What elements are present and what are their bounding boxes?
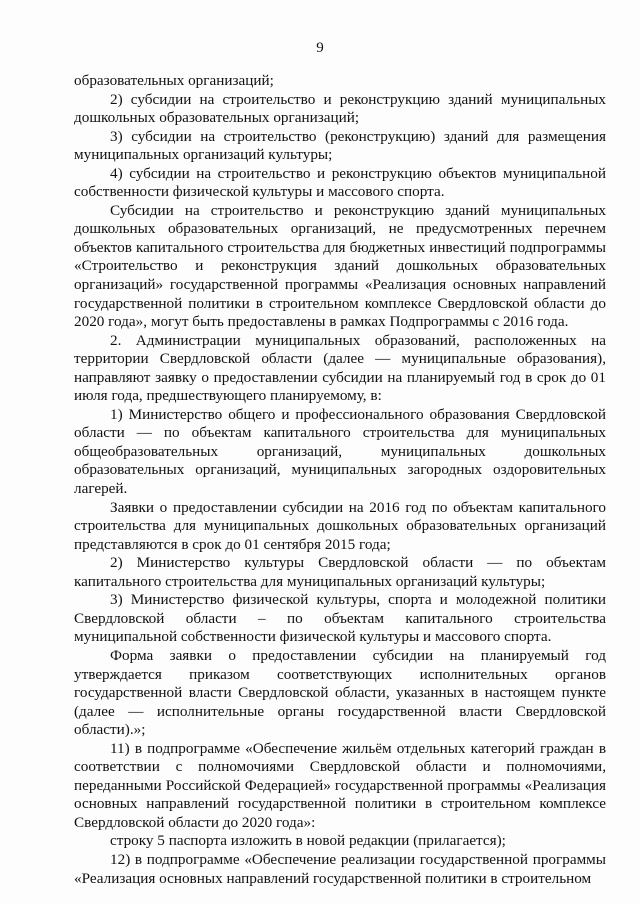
paragraph: 1) Министерство общего и профессионального образования Свердловской области — по объектам капитального строительства для муниципальных общеобразовательных организаций, муниципальных дошкольных образовательных организаций, муниципальных загородных оздоровительных лагерей. xyxy=(74,405,606,498)
paragraph: Форма заявки о предоставлении субсидии на планируемый год утверждается приказом соответствующих исполнительных органов государственной власти Свердловской области, указанных в настоящем пункте (далее — исполнительные органы государственной власти Свердловской области).»; xyxy=(74,646,606,739)
paragraph: 12) в подпрограмме «Обеспечение реализации государственной программы «Реализация основных направлений государственной политики в строительном xyxy=(74,850,606,887)
paragraph: 3) субсидии на строительство (реконструкцию) зданий для размещения муниципальных организаций культуры; xyxy=(74,127,606,164)
paragraph: 2. Администрации муниципальных образований, расположенных на территории Свердловской области (далее — муниципальные образования), направляют заявку о предоставлении субсидии на планируемый год в срок до 01 июля года, предшествующего планируемому, в: xyxy=(74,331,606,405)
document-body xyxy=(74,72,606,888)
paragraph: 4) субсидии на строительство и реконструкцию объектов муниципальной собственности физической культуры и массового спорта. xyxy=(74,164,606,201)
paragraph: 2) Министерство культуры Свердловской области — по объектам капитального строительства для муниципальных организаций культуры; xyxy=(74,554,606,590)
paragraph: 3) Министерство физической культуры, спорта и молодежной политики Свердловской области – по объектам капитального строительства муниципальной собственности физической культуры и массового спорта. xyxy=(74,591,606,646)
paragraph: Заявки о предоставлении субсидии на 2016 год по объектам капитального строительства для муниципальных дошкольных образовательных организаций представляются в срок до 01 сентября 2015 года; xyxy=(74,498,606,553)
page-number: 9 xyxy=(316,40,324,56)
paragraph: строку 5 паспорта изложить в новой редакции (прилагается); xyxy=(110,832,506,850)
paragraph: Субсидии на строительство и реконструкцию зданий муниципальных дошкольных образовательных организаций, не предусмотренных перечнем объектов капитального строительства для бюджетных инвестиций подпрограммы «Строительство и реконструкция зданий дошкольных образовательных организаций» государственной программы «Реализация основных направлений государственной политики в строительном комплексе Свердловской области до 2020 года», могут быть предоставлены в рамках Подпрограммы с 2016 года. xyxy=(74,201,606,331)
paragraph: образовательных организаций; xyxy=(74,72,274,89)
paragraph: 2) субсидии на строительство и реконструкцию зданий муниципальных дошкольных образовательных организаций; xyxy=(74,90,606,127)
paragraph: 11) в подпрограмме «Обеспечение жильём отдельных категорий граждан в соответствии с полномочиями Свердловской области и полномочиями, переданными Российской Федерацией» государственной программы «Реализация основных направлений государственной политики в строительном комплексе Свердловской области до 2020 года»: xyxy=(74,739,606,831)
